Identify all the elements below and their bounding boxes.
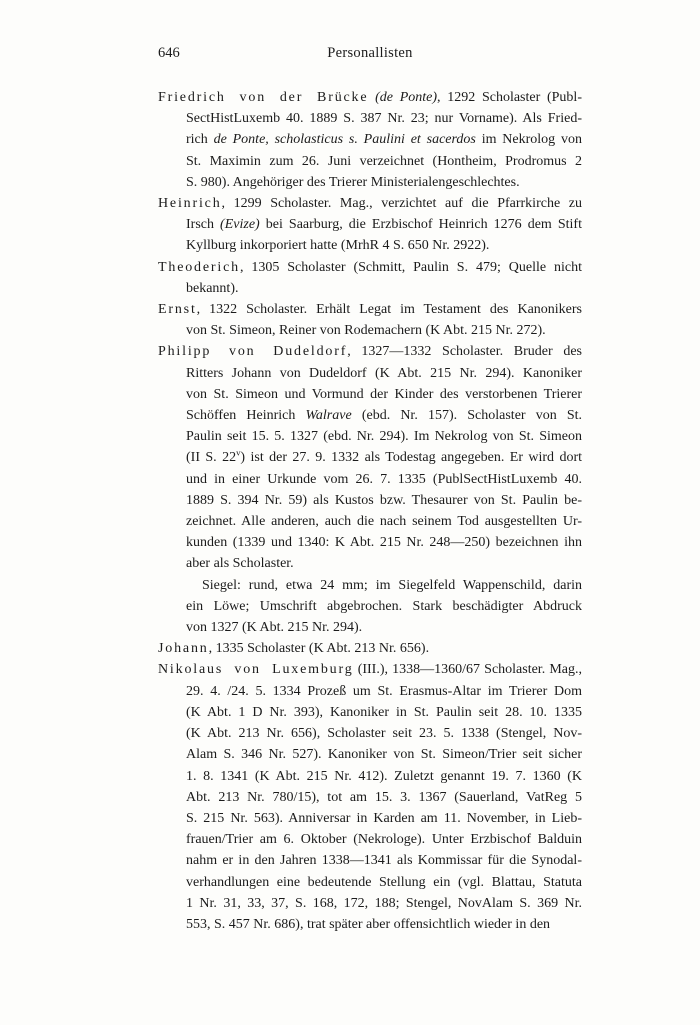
text-line bbox=[158, 172, 582, 193]
text-block bbox=[158, 87, 582, 935]
text-segment: Johann bbox=[158, 641, 209, 657]
text-line bbox=[158, 617, 582, 638]
text-segment: 1889 S. 394 Nr. 59) als Kustos bzw. Thesaurer von St. Paulin be- bbox=[186, 492, 582, 508]
text-line bbox=[158, 490, 582, 511]
text-line bbox=[158, 235, 582, 256]
text-line bbox=[158, 553, 582, 574]
text-segment: zeichnet. Alle anderen, auch die nach seinem Tod ausgestellten Ur- bbox=[186, 514, 582, 530]
text-line bbox=[158, 893, 582, 914]
text-line bbox=[158, 341, 582, 362]
paragraph-philipp-von-dudeldorf bbox=[158, 341, 582, 574]
text-segment: de Ponte, scholasticus s. Paulini et sacerdos bbox=[213, 132, 476, 148]
text-segment: Irsch bbox=[186, 217, 221, 233]
text-segment: (II S. 22 bbox=[186, 450, 237, 466]
text-segment: 1. 8. 1341 (K Abt. 215 Nr. 412). Zuletzt genannt 19. 7. 1360 (K bbox=[186, 768, 582, 784]
text-line bbox=[158, 511, 582, 532]
text-segment: im Nekrolog von bbox=[475, 132, 583, 148]
text-segment: und in einer Urkunde vom 26. 7. 1335 (PublSectHistLuxemb 40. bbox=[186, 471, 582, 487]
text-segment: Walrave bbox=[305, 408, 352, 424]
page-number: 646 bbox=[158, 45, 180, 61]
text-segment: verhandlungen eine bedeutende Stellung ein (vgl. Blattau, Statuta bbox=[186, 874, 582, 890]
text-line bbox=[158, 659, 582, 680]
text-segment: , 1335 Scholaster (K Abt. 213 Nr. 656). bbox=[208, 641, 430, 657]
text-segment: S. 215 Nr. 563). Anniversar in Karden am 11. November, in Lieb- bbox=[186, 810, 582, 826]
paragraph-ernst bbox=[158, 299, 582, 341]
text-segment: 29. 4. /24. 5. 1334 Prozeß um St. Erasmus-Altar im Trierer Dom bbox=[186, 683, 582, 699]
text-line bbox=[158, 596, 582, 617]
text-segment: Ernst bbox=[158, 302, 197, 318]
text-line bbox=[158, 384, 582, 405]
text-line bbox=[158, 744, 582, 765]
text-segment: bekannt). bbox=[186, 280, 239, 296]
text-segment: Theoderich bbox=[158, 259, 240, 275]
text-segment: (K Abt. 213 Nr. 656), Scholaster seit 23. 5. 1338 (Stengel, Nov- bbox=[186, 726, 582, 742]
text-segment: Alam S. 346 Nr. 527). Kanoniker von St. Simeon/Trier seit sicher bbox=[186, 747, 582, 763]
text-segment: , 1322 Scholaster. Erhält Legat im Testament des Kanonikers bbox=[196, 302, 582, 318]
text-line bbox=[158, 638, 582, 659]
text-segment: , 1305 Scholaster (Schmitt, Paulin S. 479; Quelle nicht bbox=[239, 259, 582, 275]
text-line bbox=[158, 278, 582, 299]
text-segment: von 1327 (K Abt. 215 Nr. 294). bbox=[186, 620, 363, 636]
text-segment: , 1327—1332 Scholaster. Bruder des bbox=[347, 344, 582, 360]
text-segment: Schöffen Heinrich bbox=[186, 408, 306, 424]
text-line bbox=[158, 914, 582, 935]
text-segment: Nikolaus von Luxemburg bbox=[158, 662, 354, 678]
text-line bbox=[158, 405, 582, 426]
text-segment: Siegel: rund, etwa 24 mm; im Siegelfeld Wappenschild, darin bbox=[202, 577, 582, 593]
text-line bbox=[158, 532, 582, 553]
text-segment: Abt. 213 Nr. 780/15), tot am 15. 3. 1367 (Sauerland, VatReg 5 bbox=[186, 789, 582, 805]
page-header bbox=[158, 44, 582, 62]
text-segment: 1 Nr. 31, 33, 37, S. 168, 172, 188; Stengel, NovAlam S. 369 Nr. bbox=[186, 895, 582, 911]
text-line bbox=[158, 702, 582, 723]
text-segment: (K Abt. 1 D Nr. 393), Kanoniker in St. Paulin seit 28. 10. 1335 bbox=[186, 704, 582, 720]
text-segment: SectHistLuxemb 40. 1889 S. 387 Nr. 23; nur Vorname). Als Fried- bbox=[186, 111, 582, 127]
text-line bbox=[158, 723, 582, 744]
text-line bbox=[158, 193, 582, 214]
text-segment: ) ist der 27. 9. 1332 als Todestag angegeben. Er wird dort bbox=[240, 450, 582, 466]
text-line bbox=[158, 872, 582, 893]
text-segment: Kyllburg inkorporiert hatte (MrhR 4 S. 650 Nr. 2922). bbox=[186, 238, 490, 254]
text-segment: (de Ponte) bbox=[375, 90, 438, 105]
text-segment: ein Löwe; Umschrift abgebrochen. Stark beschädigter Abdruck bbox=[186, 598, 582, 614]
text-segment: 553, S. 457 Nr. 686), trat später aber offensichtlich wieder in den bbox=[186, 916, 551, 932]
paragraph-heinrich bbox=[158, 193, 582, 257]
text-line bbox=[158, 681, 582, 702]
text-segment: von St. Simeon und Vormund der Kinder des verstorbenen Trierer bbox=[186, 386, 582, 402]
text-line bbox=[158, 829, 582, 850]
text-segment: Philipp von Dudeldorf bbox=[158, 344, 348, 360]
text-line bbox=[158, 469, 582, 490]
text-segment: (III.), 1338—1360/67 Scholaster. Mag., bbox=[353, 662, 582, 678]
paragraph-theoderich bbox=[158, 257, 582, 299]
text-line bbox=[158, 766, 582, 787]
text-line bbox=[158, 257, 582, 278]
text-segment: rich bbox=[186, 132, 214, 148]
text-segment: kunden (1339 und 1340: K Abt. 215 Nr. 248—250) bezeichnen ihn bbox=[186, 535, 582, 551]
text-segment: , 1292 Scholaster (Publ- bbox=[437, 90, 582, 105]
text-segment: aber als Scholaster. bbox=[186, 556, 294, 572]
text-line bbox=[158, 808, 582, 829]
text-segment: von St. Simeon, Reiner von Rodemachern (K Abt. 215 Nr. 272). bbox=[186, 323, 546, 339]
paragraph-nikolaus-von-luxemburg bbox=[158, 659, 582, 935]
text-line bbox=[158, 87, 582, 108]
text-segment: frauen/Trier am 6. Oktober (Nekrologe). Unter Erzbischof Balduin bbox=[186, 832, 582, 848]
text-segment: Paulin seit 15. 5. 1327 (ebd. Nr. 294). Im Nekrolog von St. Simeon bbox=[186, 429, 582, 445]
text-segment: , 1299 Scholaster. Mag., verzichtet auf die Pfarrkirche zu bbox=[221, 196, 582, 212]
text-segment: v bbox=[236, 447, 241, 458]
text-line bbox=[158, 299, 582, 320]
text-line bbox=[158, 850, 582, 871]
text-line bbox=[158, 787, 582, 808]
text-segment: St. Maximin zum 26. Juni verzeichnet (Hontheim, Prodromus 2 bbox=[186, 153, 582, 169]
text-segment: (ebd. Nr. 157). Scholaster von St. bbox=[351, 408, 583, 424]
text-line bbox=[158, 447, 582, 468]
text-line bbox=[158, 426, 582, 447]
paragraph-friedrich-von-der-bruecke bbox=[158, 87, 582, 193]
text-segment: Friedrich von der Brücke bbox=[158, 90, 369, 105]
text-line bbox=[158, 214, 582, 235]
text-segment: nahm er in den Jahren 1338—1341 als Kommissar für die Synodal- bbox=[186, 853, 582, 869]
text-line bbox=[158, 108, 582, 129]
text-segment: (Evize) bbox=[220, 217, 260, 233]
text-segment: S. 980). Angehöriger des Trierer Ministerialengeschlechtes. bbox=[186, 174, 520, 190]
text-segment: Heinrich bbox=[158, 196, 222, 212]
running-title: Personallisten bbox=[327, 45, 413, 61]
text-line bbox=[158, 320, 582, 341]
text-segment: bei Saarburg, die Erzbischof Heinrich 1276 dem Stift bbox=[259, 217, 582, 233]
text-line bbox=[158, 129, 582, 150]
paragraph-philipp-siegel bbox=[158, 575, 582, 639]
text-segment: Ritters Johann von Dudeldorf (K Abt. 215 Nr. 294). Kanoniker bbox=[186, 365, 582, 381]
text-line bbox=[158, 363, 582, 384]
paragraph-johann bbox=[158, 638, 582, 659]
text-line bbox=[158, 151, 582, 172]
text-line bbox=[158, 575, 582, 596]
